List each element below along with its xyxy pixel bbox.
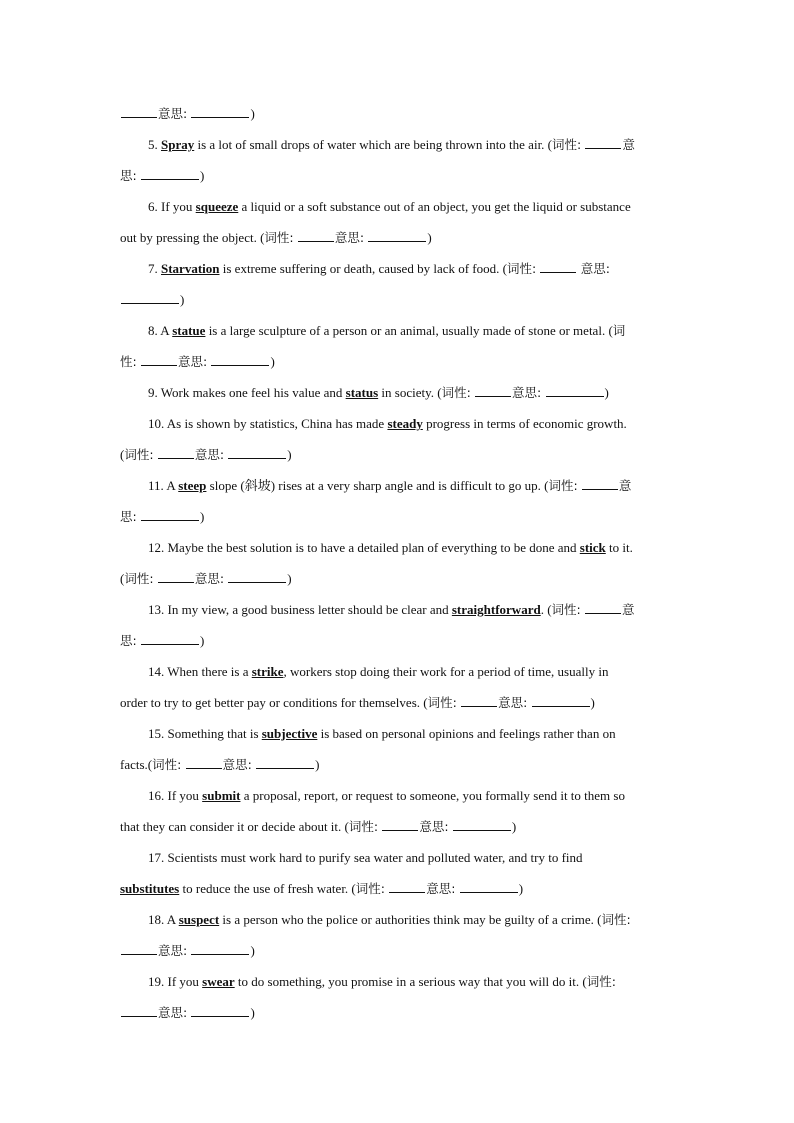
item-12: 12. Maybe the best solution is to have a detailed plan of everything to be done and stick to it. <box>148 540 633 555</box>
item-19-continuation: 意思: ) <box>120 997 674 1028</box>
pos-blank[interactable] <box>461 694 497 707</box>
meaning-blank[interactable] <box>532 694 590 707</box>
keyword-squeeze: squeeze <box>195 199 239 214</box>
pos-blank[interactable] <box>585 136 621 149</box>
pos-blank[interactable] <box>186 756 222 769</box>
keyword-suspect: suspect <box>178 912 220 927</box>
keyword-substitutes: substitutes <box>120 881 180 896</box>
meaning-blank[interactable] <box>546 384 604 397</box>
item-13-continuation: 思: ) <box>120 633 205 648</box>
meaning-blank[interactable] <box>368 229 426 242</box>
meaning-blank[interactable] <box>453 818 511 831</box>
item-14: 14. When there is a strike, workers stop doing their work for a period of time, usually in <box>148 664 609 679</box>
keyword-strike: strike <box>251 664 284 679</box>
meaning-blank[interactable] <box>256 756 314 769</box>
pos-blank[interactable] <box>389 880 425 893</box>
item-6-continuation: out by pressing the object. (词性: 意思: ) <box>120 230 432 245</box>
keyword-spray: Spray <box>161 137 195 152</box>
pos-blank[interactable] <box>540 260 576 273</box>
meaning-blank[interactable] <box>191 942 249 955</box>
item-11-continuation: 思: ) <box>120 509 205 524</box>
pos-blank[interactable] <box>298 229 334 242</box>
exercise-page <box>120 98 674 1028</box>
item-18: 18. A suspect is a person who the police or authorities think may be guilty of a crime. (词性: <box>148 912 631 927</box>
meaning-blank[interactable] <box>121 291 179 304</box>
item-8-continuation: 性: 意思: ) <box>120 354 275 369</box>
item-4-continuation: 意思: ) <box>120 98 674 129</box>
meaning-blank[interactable] <box>141 508 199 521</box>
keyword-subjective: subjective <box>261 726 318 741</box>
pos-blank[interactable] <box>475 384 511 397</box>
pos-blank[interactable] <box>141 353 177 366</box>
keyword-submit: submit <box>202 788 241 803</box>
meaning-blank[interactable] <box>191 105 249 118</box>
item-10-continuation: (词性: 意思: ) <box>120 447 292 462</box>
item-5-continuation: 思: ) <box>120 168 205 183</box>
keyword-starvation: Starvation <box>161 261 220 276</box>
keyword-statue: statue <box>172 323 206 338</box>
keyword-status: status <box>345 385 379 400</box>
item-17: 17. Scientists must work hard to purify sea water and polluted water, and try to find <box>148 850 583 865</box>
meaning-blank[interactable] <box>228 446 286 459</box>
item-17-continuation: substitutes to reduce the use of fresh water. (词性: 意思: ) <box>120 881 524 896</box>
item-14-continuation: order to try to get better pay or conditions for themselves. (词性: 意思: ) <box>120 695 595 710</box>
pos-blank[interactable] <box>382 818 418 831</box>
keyword-steady: steady <box>387 416 423 431</box>
meaning-blank[interactable] <box>191 1004 249 1017</box>
keyword-swear: swear <box>202 974 235 989</box>
meaning-blank[interactable] <box>141 167 199 180</box>
pos-blank[interactable] <box>158 446 194 459</box>
pos-blank[interactable] <box>582 477 618 490</box>
pos-blank[interactable] <box>585 601 621 614</box>
item-6: 6. If you squeeze a liquid or a soft substance out of an object, you get the liquid or substance <box>148 199 631 214</box>
meaning-blank[interactable] <box>460 880 518 893</box>
item-16: 16. If you submit a proposal, report, or request to someone, you formally send it to them so <box>148 788 625 803</box>
meaning-blank[interactable] <box>228 570 286 583</box>
pos-blank[interactable] <box>121 1004 157 1017</box>
keyword-stick: stick <box>579 540 606 555</box>
item-16-continuation: that they can consider it or decide about it. (词性: 意思: ) <box>120 819 517 834</box>
item-12-continuation: (词性: 意思: ) <box>120 571 292 586</box>
item-5: 5. Spray is a lot of small drops of water which are being thrown into the air. (词性: 意 <box>148 137 635 152</box>
item-9: 9. Work makes one feel his value and status in society. (词性: 意思: ) <box>148 385 609 400</box>
item-10: 10. As is shown by statistics, China has made steady progress in terms of economic growth. <box>148 416 627 431</box>
pos-blank[interactable] <box>121 942 157 955</box>
item-8: 8. A statue is a large sculpture of a person or an animal, usually made of stone or metal. (词 <box>148 323 626 338</box>
meaning-blank[interactable] <box>211 353 269 366</box>
item-11: 11. A steep slope (斜坡) rises at a very sharp angle and is difficult to go up. (词性: 意 <box>148 478 632 493</box>
item-18-continuation: 意思: ) <box>120 935 674 966</box>
item-19: 19. If you swear to do something, you promise in a serious way that you will do it. (词性: <box>148 974 616 989</box>
item-15-continuation: facts.(词性: 意思: ) <box>120 757 320 772</box>
item-15: 15. Something that is subjective is based on personal opinions and feelings rather than on <box>148 726 616 741</box>
keyword-straightforward: straightforward <box>451 602 541 617</box>
item-13: 13. In my view, a good business letter should be clear and straightforward. (词性: 意 <box>148 602 635 617</box>
pos-blank[interactable] <box>158 570 194 583</box>
meaning-blank[interactable] <box>141 632 199 645</box>
keyword-steep: steep <box>178 478 207 493</box>
item-7: 7. Starvation is extreme suffering or death, caused by lack of food. (词性: 意思: <box>148 261 610 276</box>
pos-blank[interactable] <box>121 105 157 118</box>
item-7-continuation: ) <box>120 284 674 315</box>
